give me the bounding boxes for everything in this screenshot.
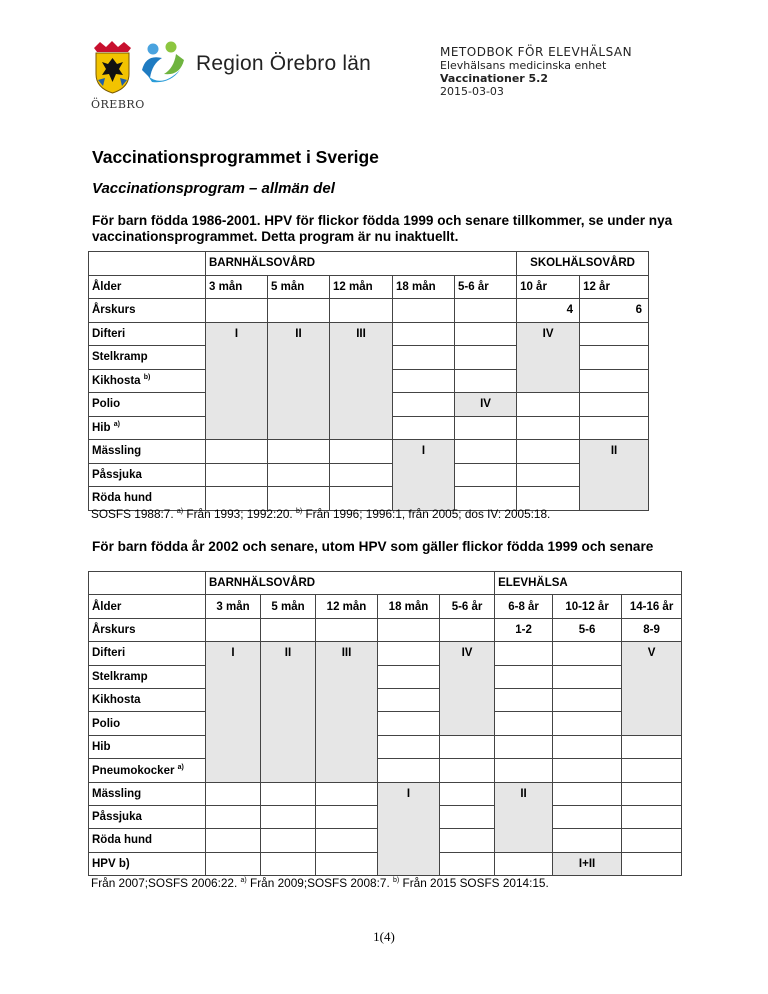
vaccination-table-1986-2001: [88, 251, 649, 511]
note-text: Från 2015 SOSFS 2014:15.: [399, 876, 549, 890]
age-header: 12 mån: [316, 595, 378, 618]
row-label: Ålder: [89, 595, 206, 618]
row-label: Hib: [89, 735, 206, 758]
footnote-marker: a): [177, 763, 184, 771]
note-text: Från 2007;SOSFS 2006:22.: [91, 876, 241, 890]
dose-cell: I: [206, 642, 261, 782]
vaccination-table-2002-later: [88, 571, 682, 876]
group-header: BARNHÄLSOVÅRD: [206, 572, 495, 595]
grade-cell: 8-9: [622, 618, 682, 641]
dose-cell: II: [261, 642, 316, 782]
age-header: 12 mån: [330, 275, 393, 299]
meta-line: Vaccinationer 5.2: [440, 72, 549, 85]
section-subtitle: Vaccinationsprogram – allmän del: [92, 180, 335, 197]
row-label: Mässling: [89, 440, 206, 464]
age-header: 5-6 år: [455, 275, 517, 299]
dose-cell: IV: [440, 642, 495, 736]
footnote-marker: a): [176, 508, 184, 516]
dose-cell: III: [330, 322, 393, 440]
dose-cell: II: [495, 782, 553, 852]
meta-line: METODBOK FÖR ELEVHÄLSAN: [440, 45, 633, 59]
row-label: Stelkramp: [89, 346, 206, 370]
age-header: 18 mån: [393, 275, 455, 299]
grade-cell: 6: [580, 299, 649, 323]
note-text: Från 2009;SOSFS 2008:7.: [246, 876, 393, 890]
dose-cell: I+II: [553, 852, 622, 875]
row-label: Påssjuka: [89, 805, 206, 828]
grade-cell: 1-2: [495, 618, 553, 641]
grade-cell: 4: [517, 299, 580, 323]
group-header: ELEVHÄLSA: [495, 572, 682, 595]
organization-name: Region Örebro län: [196, 52, 371, 75]
row-label-text: Pneumokocker: [92, 764, 175, 777]
row-label: HPV b): [89, 852, 206, 875]
orebro-coat-of-arms-logo: [90, 38, 135, 94]
age-header: 5-6 år: [440, 595, 495, 618]
document-meta: [440, 46, 632, 98]
row-label: [89, 369, 206, 393]
age-header: 6-8 år: [495, 595, 553, 618]
dose-cell: IV: [455, 393, 517, 417]
dose-cell: I: [393, 440, 455, 511]
meta-line: 2015-03-03: [440, 85, 504, 98]
logo-city-text: ÖREBRO: [91, 98, 145, 111]
note-text: Från 1996; 1996:1, från 2005; dos IV: 2005:18.: [302, 507, 551, 521]
page-title: Vaccinationsprogrammet i Sverige: [92, 147, 379, 167]
dose-cell: I: [378, 782, 440, 876]
row-label: Difteri: [89, 322, 206, 346]
table1-footnote: [91, 507, 550, 521]
row-label: Kikhosta: [89, 688, 206, 711]
row-label: Ålder: [89, 275, 206, 299]
empty-cell: [89, 572, 206, 595]
note-text: SOSFS 1988:7.: [91, 507, 177, 521]
row-label: Difteri: [89, 642, 206, 665]
group-header: SKOLHÄLSOVÅRD: [517, 252, 649, 276]
age-header: 18 mån: [378, 595, 440, 618]
row-label: Mässling: [89, 782, 206, 805]
table2-intro: För barn födda år 2002 och senare, utom HPV som gäller flickor födda 1999 och senare: [92, 539, 654, 554]
dose-cell: II: [268, 322, 330, 440]
age-header: 12 år: [580, 275, 649, 299]
footnote-marker: b): [393, 877, 400, 885]
age-header: 3 mån: [206, 275, 268, 299]
dose-cell: III: [316, 642, 378, 782]
dose-cell: I: [206, 322, 268, 440]
row-label: Årskurs: [89, 618, 206, 641]
footnote-marker: a): [113, 421, 120, 429]
row-label-text: Hib: [92, 422, 111, 435]
dose-cell: II: [580, 440, 649, 511]
row-label: Stelkramp: [89, 665, 206, 688]
age-header: 5 mån: [268, 275, 330, 299]
footnote-marker: b): [295, 508, 303, 516]
row-label: Årskurs: [89, 299, 206, 323]
meta-line: Elevhälsans medicinska enhet: [440, 59, 607, 72]
row-label-text: Kikhosta: [92, 375, 141, 388]
row-label: Påssjuka: [89, 463, 206, 487]
row-label: [89, 416, 206, 440]
grade-cell: 5-6: [553, 618, 622, 641]
note-text: Från 1993; 1992:20.: [183, 507, 296, 521]
dose-cell: V: [622, 642, 682, 736]
age-header: 10 år: [517, 275, 580, 299]
age-header: 3 mån: [206, 595, 261, 618]
empty-cell: [89, 252, 206, 276]
age-header: 5 mån: [261, 595, 316, 618]
age-header: 10-12 år: [553, 595, 622, 618]
dose-cell: IV: [517, 322, 580, 393]
row-label: [89, 759, 206, 782]
table1-intro: För barn födda 1986-2001. HPV för flickor födda 1999 och senare tillkommer, se under nya vaccinationsprogrammet. Detta program är nu inaktuellt.: [92, 213, 673, 244]
page-number: 1(4): [373, 929, 395, 944]
footnote-marker: b): [143, 374, 151, 382]
group-header: BARNHÄLSOVÅRD: [206, 252, 517, 276]
age-header: 14-16 år: [622, 595, 682, 618]
table2-footnote: [91, 876, 549, 890]
row-label: Polio: [89, 393, 206, 417]
row-label: Röda hund: [89, 829, 206, 852]
row-label: Polio: [89, 712, 206, 735]
region-orebro-symbol-logo: [140, 40, 186, 86]
row-label: Röda hund: [89, 487, 206, 511]
footnote-marker: a): [240, 877, 247, 885]
